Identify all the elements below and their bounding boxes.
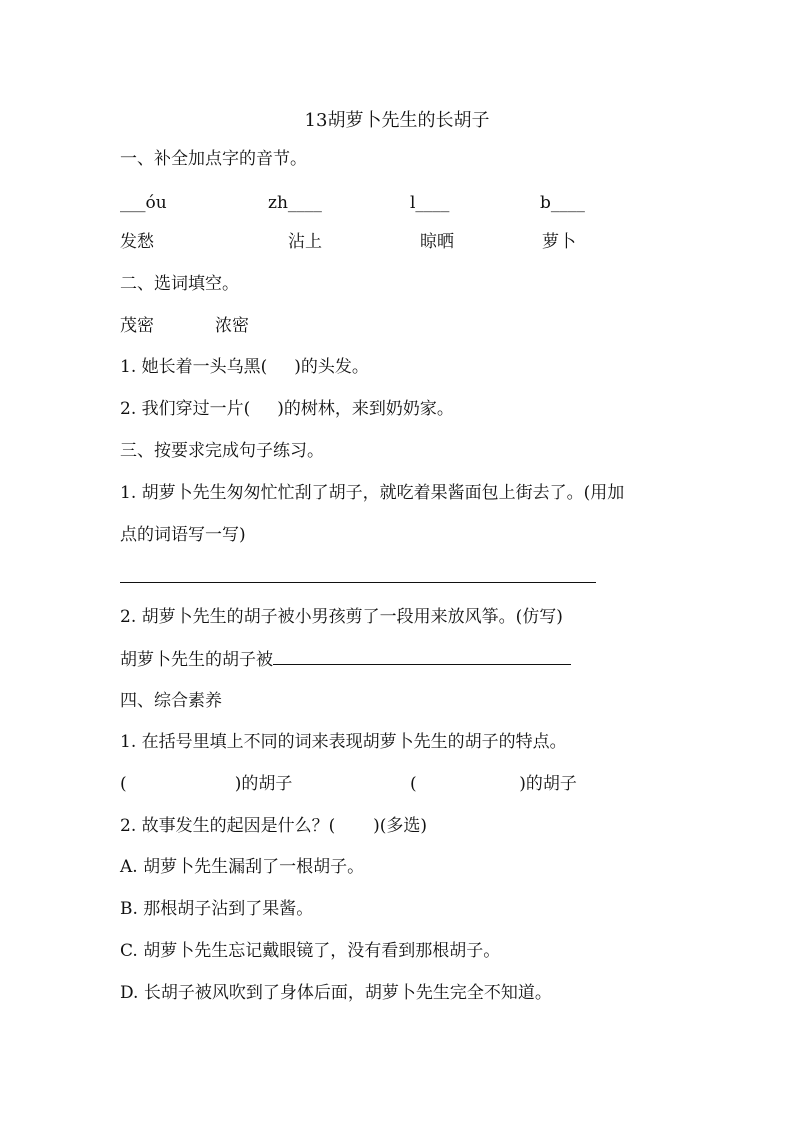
- sentence-question-1-line2: 点的词语写一写): [120, 525, 246, 545]
- pinyin-blank-3[interactable]: l____: [410, 193, 450, 213]
- pinyin-blank-2[interactable]: zh____: [268, 193, 322, 213]
- composite-question-1: 1. 在括号里填上不同的词来表现胡萝卜先生的胡子的特点。: [120, 732, 567, 752]
- section4-heading: 四、综合素养: [120, 691, 222, 711]
- imitation-line: [120, 648, 571, 671]
- imitation-answer-line[interactable]: [273, 648, 571, 665]
- page-title: 13胡萝卜先生的长胡子: [304, 110, 490, 131]
- choice-c[interactable]: C. 胡萝卜先生忘记戴眼镜了，没有看到那根胡子。: [120, 941, 501, 961]
- answer-line-1[interactable]: [120, 582, 596, 583]
- word-2: 沾上: [288, 232, 322, 252]
- composite-question-2: 2. 故事发生的起因是什么？( )(多选): [120, 816, 427, 836]
- section2-heading: 二、选词填空。: [120, 274, 239, 294]
- option-2: 浓密: [215, 316, 249, 336]
- choice-d[interactable]: D. 长胡子被风吹到了身体后面，胡萝卜先生完全不知道。: [120, 983, 552, 1003]
- sentence-question-1-line1: 1. 胡萝卜先生匆匆忙忙刮了胡子，就吃着果酱面包上街去了。(用加: [120, 483, 625, 503]
- beard-blank-left[interactable]: ( )的胡子: [120, 774, 293, 794]
- sentence-question-2: 2. 胡萝卜先生的胡子被小男孩剪了一段用来放风筝。(仿写): [120, 607, 563, 627]
- imitation-prefix: 胡萝卜先生的胡子被: [120, 650, 273, 670]
- word-4: 萝卜: [542, 232, 576, 252]
- pinyin-blank-1[interactable]: ___óu: [120, 193, 167, 213]
- fill-question-2: 2. 我们穿过一片( )的树林，来到奶奶家。: [120, 399, 454, 419]
- choice-b[interactable]: B. 那根胡子沾到了果酱。: [120, 899, 314, 919]
- option-1: 茂密: [120, 316, 154, 336]
- fill-question-1: 1. 她长着一头乌黑( )的头发。: [120, 357, 369, 377]
- section3-heading: 三、按要求完成句子练习。: [120, 441, 324, 461]
- word-3: 晾晒: [420, 232, 454, 252]
- word-1: 发愁: [120, 232, 154, 252]
- beard-blank-right[interactable]: ( )的胡子: [410, 774, 577, 794]
- pinyin-blank-4[interactable]: b____: [540, 193, 585, 213]
- choice-a[interactable]: A. 胡萝卜先生漏刮了一根胡子。: [120, 857, 365, 877]
- section1-heading: 一、补全加点字的音节。: [120, 149, 307, 169]
